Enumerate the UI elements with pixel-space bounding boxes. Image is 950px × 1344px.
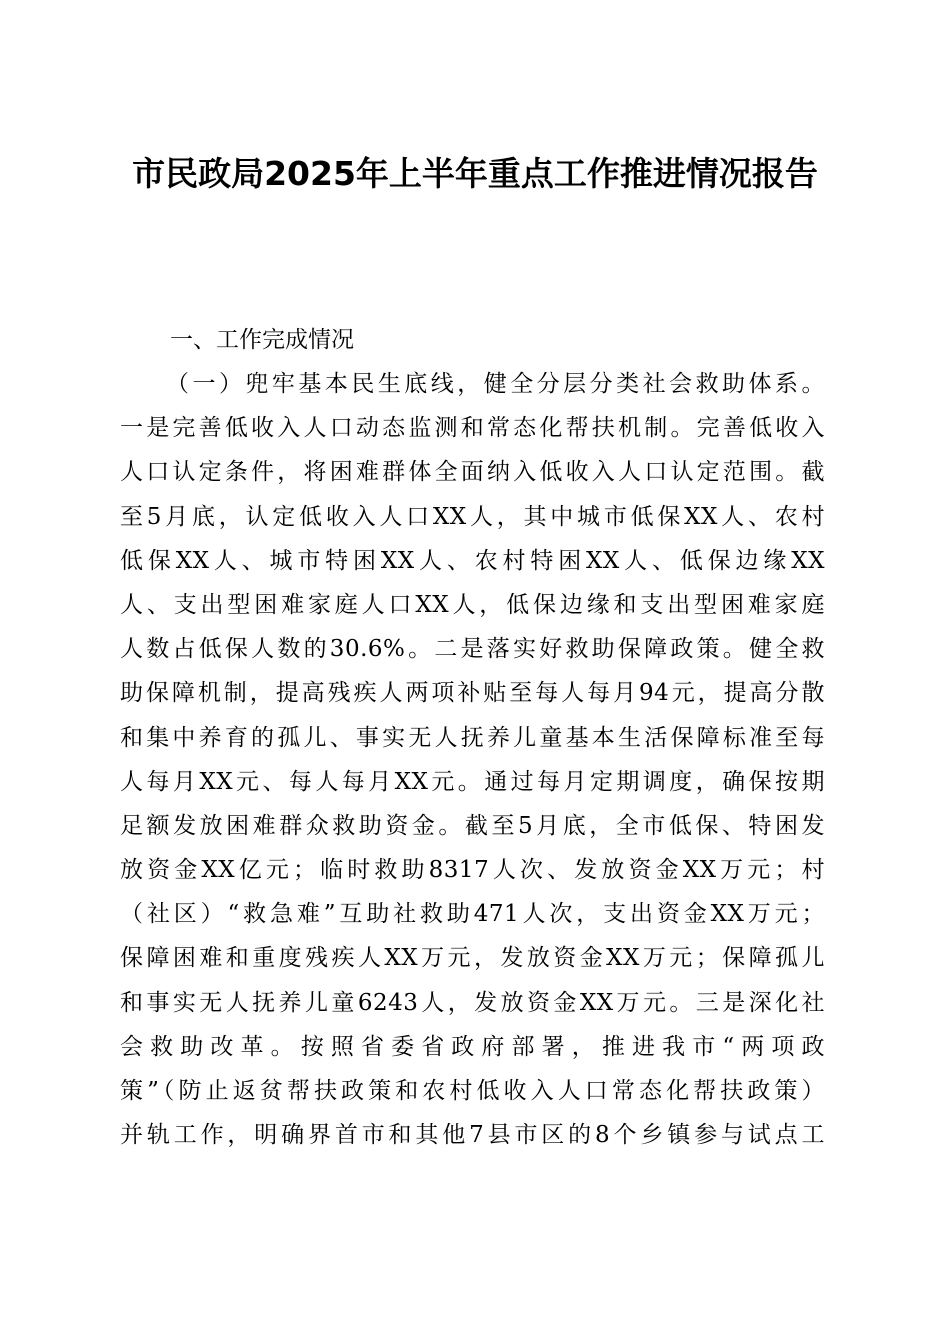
document-title: 市民政局2025年上半年重点工作推进情况报告: [132, 154, 818, 193]
paragraph-line: （一）兜牢基本民生底线，健全分层分类社会救助体系。: [166, 371, 825, 397]
paragraph-line: 策”（防止返贫帮扶政策和农村低收入人口常态化帮扶政策）: [120, 1078, 825, 1104]
paragraph-line: 放资金XX亿元；临时救助8317人次、发放资金XX万元；村: [120, 857, 825, 884]
paragraph-line: 人口认定条件，将困难群体全面纳入低收入人口认定范围。截: [120, 459, 825, 486]
paragraph-line: 保障困难和重度残疾人XX万元，发放资金XX万元；保障孤儿: [120, 945, 825, 972]
paragraph-line: 和集中养育的孤儿、事实无人抚养儿童基本生活保障标准至每: [120, 724, 825, 751]
paragraph-line: 人、支出型困难家庭人口XX人，低保边缘和支出型困难家庭: [120, 591, 825, 618]
paragraph-line: 助保障机制，提高残疾人两项补贴至每人每月94元，提高分散: [120, 680, 825, 707]
paragraph-line: 人每月XX元、每人每月XX元。通过每月定期调度，确保按期: [120, 768, 825, 795]
paragraph-line: 人数占低保人数的30.6%。二是落实好救助保障政策。健全救: [120, 636, 825, 663]
paragraph-line: 低保XX人、城市特困XX人、农村特困XX人、低保边缘XX: [120, 547, 825, 574]
body-paragraph: [120, 362, 825, 1157]
paragraph-line: 一是完善低收入人口动态监测和常态化帮扶机制。完善低收入: [120, 415, 825, 442]
paragraph-line: 足额发放困难群众救助资金。截至5月底，全市低保、特困发: [120, 812, 825, 839]
section-heading: 一、工作完成情况: [170, 327, 354, 353]
paragraph-line: 和事实无人抚养儿童6243人，发放资金XX万元。三是深化社: [120, 989, 825, 1016]
paragraph-line: 并轨工作，明确界首市和其他7县市区的8个乡镇参与试点工: [120, 1122, 825, 1149]
paragraph-line: 会救助改革。按照省委省政府部署，推进我市“两项政: [120, 1033, 825, 1060]
paragraph-line: 至5月底，认定低收入人口XX人，其中城市低保XX人、农村: [120, 503, 825, 530]
paragraph-line: （社区）“救急难”互助社救助471人次，支出资金XX万元；: [120, 901, 825, 928]
